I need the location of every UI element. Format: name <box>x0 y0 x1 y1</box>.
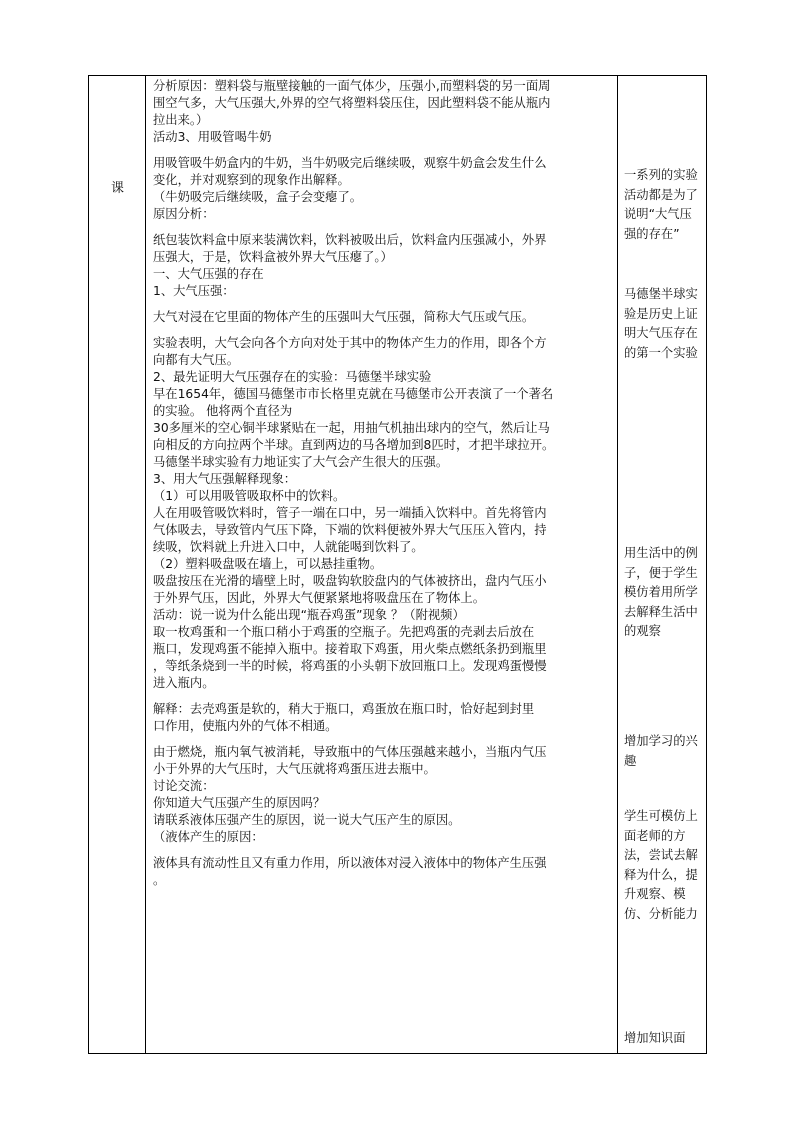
side-note: 增加学习的兴趣 <box>624 734 698 768</box>
content-line: 围空气多，大气压强大,外界的空气将塑料袋压住，因此塑料袋不能从瓶内 <box>153 96 551 110</box>
content-line: 讨论交流： <box>153 779 215 793</box>
content-line: ，等纸条烧到一半的时候，将鸡蛋的小头朝下放回瓶口上。发现鸡蛋慢慢 <box>153 659 547 673</box>
content-line: 原因分析： <box>153 207 215 221</box>
content-line: 人在用吸管吸饮料时，管子一端在口中，另一端插入饮料中。首先将管内 <box>153 506 547 520</box>
content-line: 马德堡半球实验有力地证实了大气会产生很大的压强。 <box>153 455 449 469</box>
side-note: 增加知识面 <box>624 1031 686 1045</box>
side-note: 一系列的实验活动都是为了说明“大气压强的存在” <box>624 168 698 241</box>
content-line: （牛奶吸完后继续吸，盒子会变瘪了。 <box>153 190 363 204</box>
content-line: 1、大气压强： <box>153 284 235 298</box>
side-note: 马德堡半球实验是历史上证明大气压存在的第一个实验 <box>624 287 698 360</box>
content-line: 气体吸去，导致管内气压下降，下端的饮料便被外界大气压压入管内，持 <box>153 523 547 537</box>
content-line: 用吸管吸牛奶盒内的牛奶，当牛奶吸完后继续吸，观察牛奶盒会发生什么 <box>153 156 547 170</box>
content-line: 纸包装饮料盒中原来装满饮料，饮料被吸出后，饮料盒内压强减小，外界 <box>153 233 547 247</box>
stage-label: 课 <box>111 181 125 196</box>
content-line <box>153 146 611 155</box>
content-line: 向都有大气压。 <box>153 353 240 367</box>
content-line: 2、最先证明大气压强存在的实验：马德堡半球实验 <box>153 370 432 384</box>
content-line: 进入瓶内。 <box>153 676 215 690</box>
lesson-table <box>88 75 707 1054</box>
content-line: 口作用，使瓶内外的气体不相通。 <box>153 719 338 733</box>
content-line: 吸盘按压在光滑的墙壁上时，吸盘钩软胶盘内的气体被挤出，盘内气压小 <box>153 574 547 588</box>
content-line: 由于燃烧，瓶内氧气被消耗，导致瓶中的气体压强越来越小，当瓶内气压 <box>153 745 547 759</box>
content-line: 实验表明，大气会向各个方向对处于其中的物体产生力的作用，即各个方 <box>153 336 547 350</box>
content-line: 活动：说一说为什么能出现“瓶吞鸡蛋”现象 ？（附视频） <box>153 608 465 622</box>
content-line: 变化，并对观察到的现象作出解释。 <box>153 173 350 187</box>
content-line: 取一枚鸡蛋和一个瓶口稍小于鸡蛋的空瓶子。先把鸡蛋的壳剥去后放在 <box>153 625 535 639</box>
content-line: 活动3、用吸管喝牛奶 <box>153 130 272 144</box>
content-line <box>153 692 611 701</box>
content-line <box>153 300 611 309</box>
design-intent-column <box>618 76 706 1053</box>
side-note: 用生活中的例子，便于学生模仿着用所学去解释生活中的观察 <box>624 546 698 638</box>
content-line: 一、大气压强的存在 <box>153 267 264 281</box>
content-line: 大气对浸在它里面的物体产生的压强叫大气压强，简称大气压或气压。 <box>153 310 535 324</box>
content-line <box>153 735 611 744</box>
content-line: 30多厘米的空心铜半球紧贴在一起，用抽气机抽出球内的空气，然后让马 <box>153 421 550 435</box>
content-line: （1）可以用吸管吸取杯中的饮料。 <box>153 489 346 503</box>
content-line: 解释：去壳鸡蛋是软的，稍大于瓶口，鸡蛋放在瓶口时，恰好起到封里 <box>153 702 535 716</box>
content-line: 压强大，于是，饮料盒被外界大气压瘪了。） <box>153 250 393 264</box>
content-line: 续吸，饮料就上升进入口中，人就能喝到饮料了。 <box>153 540 424 554</box>
content-line <box>153 846 611 855</box>
content-line <box>153 223 611 232</box>
content-line <box>153 326 611 335</box>
lesson-content <box>146 76 617 889</box>
side-note: 学生可模仿上面老师的方法，尝试去解释为什么，提升观察、模仿、分析能力 <box>624 809 698 921</box>
content-line: 于外界气压，因此，外界大气便紧紧地将吸盘压在了物体上。 <box>153 591 486 605</box>
content-line: 早在1654年，德国马德堡市市长格里克就在马德堡市公开表演了一个著名 <box>153 387 554 401</box>
content-line: 你知道大气压强产生的原因吗？ <box>153 796 326 810</box>
content-line: 。 <box>153 873 166 887</box>
content-line: 的实验。 他将两个直径为 <box>153 404 293 418</box>
content-line: 向相反的方向拉两个半球。直到两边的马各增加到8匹时，才把半球拉开。 <box>153 438 555 452</box>
content-line: （2）塑料吸盘吸在墙上，可以悬挂重物。 <box>153 557 383 571</box>
content-line: （液体产生的原因： <box>153 830 264 844</box>
content-line: 拉出来。） <box>153 113 209 127</box>
content-line: 请联系液体压强产生的原因，说一说大气压产生的原因。 <box>153 813 461 827</box>
content-line: 分析原因：塑料袋与瓶壁接触的一面气体少，压强小,而塑料袋的另一面周 <box>153 79 551 93</box>
content-line: 小于外界的大气压时，大气压就将鸡蛋压进去瓶中。 <box>153 762 436 776</box>
content-line: 3、用大气压强解释现象： <box>153 472 297 486</box>
content-line: 液体具有流动性且又有重力作用，所以液体对浸入液体中的物体产生压强 <box>153 856 547 870</box>
content-line: 瓶口，发现鸡蛋不能掉入瓶中。接着取下鸡蛋，用火柴点燃纸条扔到瓶里 <box>153 642 547 656</box>
